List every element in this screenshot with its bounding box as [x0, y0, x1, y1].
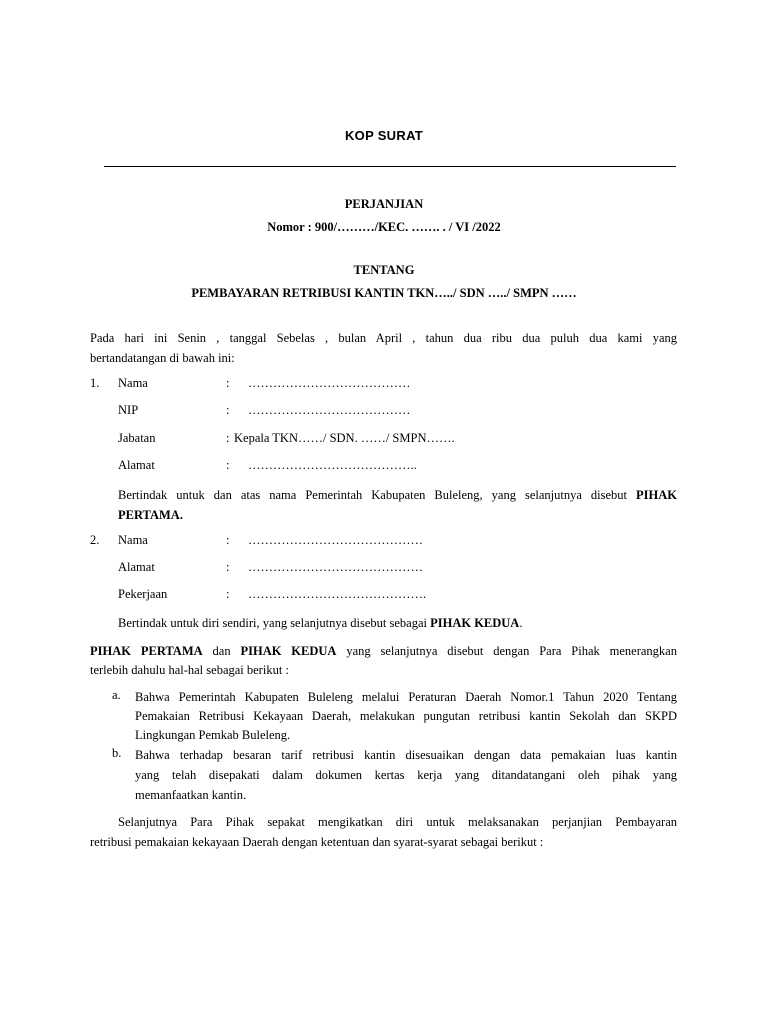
- field-value: …………………………………: [248, 403, 411, 417]
- pihak-pertama-bold: PIHAK PERTAMA: [90, 644, 203, 658]
- field-label: Nama: [118, 533, 148, 547]
- party-2-statement: [118, 613, 677, 633]
- field-label: Jabatan: [118, 431, 156, 445]
- field-label: Pekerjaan: [118, 587, 168, 601]
- statement-text: Bertindak untuk dan atas nama Pemerintah Kabupaten Buleleng, yang selanjutnya disebut: [118, 488, 637, 502]
- party-1-statement-line-2: [118, 505, 677, 525]
- point-b-line-1: Bahwa terhadap besaran tarif retribusi kantin disesuaikan dengan data pemakaian luas kantin: [135, 748, 677, 762]
- intro-line-1: Pada hari ini Senin , tanggal Sebelas , bulan April , tahun dua ribu dua puluh dua kami yang: [90, 331, 677, 345]
- statement-bold: PERTAMA.: [118, 508, 183, 522]
- field-label: Alamat: [118, 458, 155, 472]
- field-colon: :: [226, 376, 230, 390]
- point-a-letter: a.: [112, 688, 121, 702]
- field-colon: :: [226, 587, 230, 601]
- party-1-number: 1.: [90, 376, 100, 390]
- field-colon: :: [226, 533, 230, 547]
- document-number: Nomor : 900/………/KEC. ……. . / VI /2022: [267, 220, 501, 234]
- parties-line-2: terlebih dahulu hal-hal sebagai berikut :: [90, 663, 289, 677]
- field-colon: :: [226, 403, 230, 417]
- pihak-kedua-bold: PIHAK KEDUA: [240, 644, 337, 658]
- field-value: …………………………………….: [248, 587, 427, 601]
- point-a-line-1: Bahwa Pemerintah Kabupaten Buleleng melalui Peraturan Daerah Nomor.1 Tahun 2020 Tentang: [135, 690, 677, 704]
- subject-heading: TENTANG: [353, 263, 415, 277]
- statement-text: .: [519, 616, 523, 630]
- field-value: …………………………………: [248, 376, 411, 390]
- point-a-line-2: Pemakaian Retribusi Kekayaan Daerah, melakukan pungutan retribusi kantin Sekolah dan SKPD: [135, 709, 677, 723]
- field-label: Nama: [118, 376, 148, 390]
- closing-line-2: retribusi pemakaian kekayaan Daerah dengan ketentuan dan syarat-syarat sebagai berikut :: [90, 835, 544, 849]
- parties-text: yang selanjutnya disebut dengan Para Pihak menerangkan: [336, 644, 677, 658]
- parties-text: dan: [202, 644, 241, 658]
- field-colon: :: [226, 560, 230, 574]
- statement-bold: PIHAK KEDUA: [430, 616, 520, 630]
- point-b-line-2: yang telah disepakati dalam dokumen kertas kerja yang ditandatangani oleh pihak yang: [135, 768, 677, 782]
- closing-line-1: Selanjutnya Para Pihak sepakat mengikatkan diri untuk melaksanakan perjanjian Pembayaran: [118, 815, 677, 829]
- intro-line-2: bertandatangan di bawah ini:: [90, 351, 235, 365]
- party-2-number: 2.: [90, 533, 100, 547]
- point-a-line-3: Lingkungan Pemkab Buleleng.: [135, 728, 291, 742]
- parties-line-1: [90, 641, 677, 661]
- point-b-line-3: memanfaatkan kantin.: [135, 788, 247, 802]
- letterhead-title: KOP SURAT: [344, 128, 424, 143]
- field-value: …………………………………..: [248, 458, 417, 472]
- statement-bold: PIHAK: [636, 488, 677, 502]
- field-colon: :: [226, 458, 230, 472]
- field-value: ……………………………………: [248, 560, 423, 574]
- subject-title: PEMBAYARAN RETRIBUSI KANTIN TKN…../ SDN …../ SMPN ……: [191, 286, 577, 300]
- field-colon: :: [226, 431, 230, 445]
- point-b-letter: b.: [112, 746, 122, 760]
- field-value: ……………………………………: [248, 533, 423, 547]
- letterhead-divider: [104, 166, 676, 167]
- party-1-statement-line-1: [118, 485, 677, 505]
- statement-text: Bertindak untuk diri sendiri, yang selanjutnya disebut sebagai: [118, 616, 431, 630]
- field-value: Kepala TKN……/ SDN. ……/ SMPN…….: [234, 431, 455, 445]
- field-label: Alamat: [118, 560, 155, 574]
- document-title: PERJANJIAN: [344, 197, 424, 211]
- field-label: NIP: [118, 403, 139, 417]
